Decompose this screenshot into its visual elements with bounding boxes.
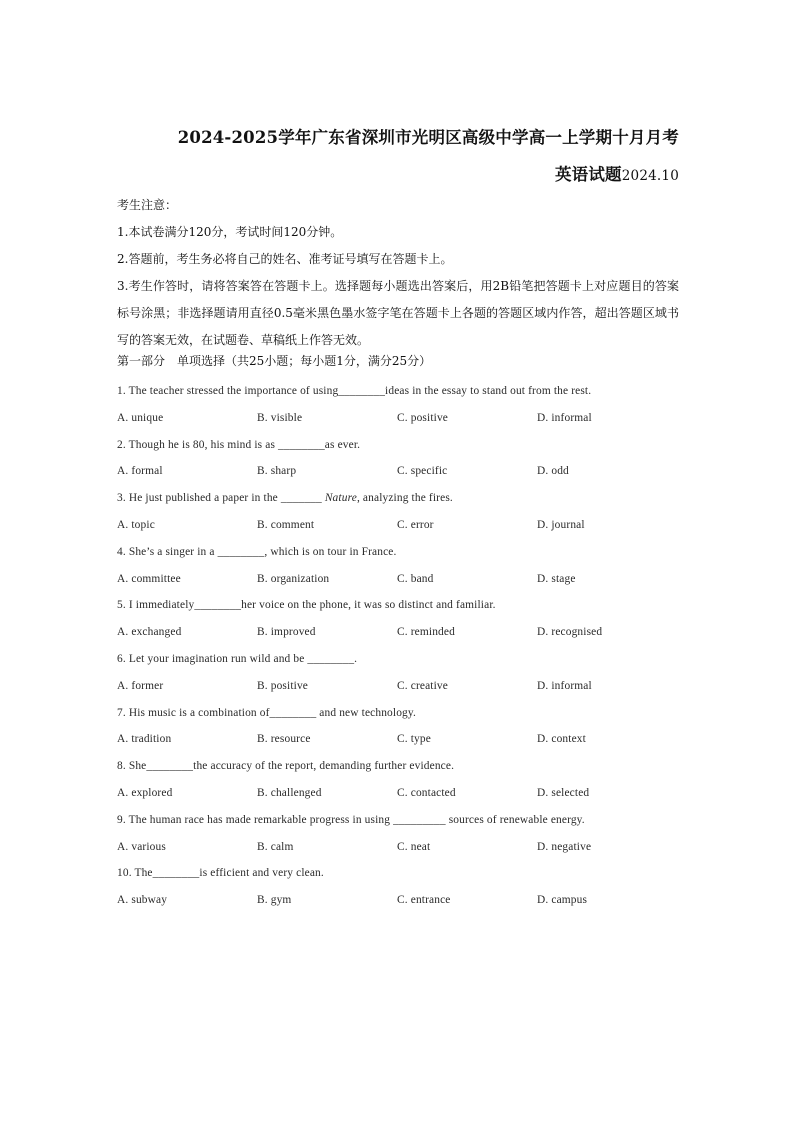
option-row — [117, 887, 679, 914]
option-a: A. topic — [117, 518, 155, 531]
question-item — [117, 646, 679, 700]
option-a: A. subway — [117, 894, 168, 907]
question-item — [117, 700, 679, 754]
option-c: C. type — [397, 733, 431, 746]
option-b: B. gym — [257, 894, 292, 907]
option-a: A. unique — [117, 411, 164, 424]
option-c: C. band — [397, 572, 434, 585]
option-row — [117, 726, 679, 753]
option-c: C. contacted — [397, 786, 456, 799]
option-b: B. challenged — [257, 786, 322, 799]
option-b: B. positive — [257, 679, 309, 692]
option-d: D. odd — [537, 465, 569, 478]
question-stem: 10. The________is efficient and very clean. — [117, 867, 324, 880]
option-b: B. comment — [257, 518, 315, 531]
question-stem — [117, 485, 679, 512]
question-item — [117, 753, 679, 807]
option-c: C. error — [397, 518, 434, 531]
option-d: D. context — [537, 733, 586, 746]
option-row — [117, 566, 679, 593]
option-a: A. committee — [117, 572, 181, 585]
option-b: B. calm — [257, 840, 294, 853]
question-stem: 9. The human race has made remarkable progress in using _________ sources of renewable energy. — [117, 813, 585, 826]
notice-item: 1.本试卷满分120分，考试时间120分钟。 — [117, 225, 343, 239]
option-b: B. resource — [257, 733, 311, 746]
option-b: B. organization — [257, 572, 330, 585]
option-row — [117, 673, 679, 700]
option-d: D. selected — [537, 786, 590, 799]
option-d: D. recognised — [537, 626, 603, 639]
option-b: B. visible — [257, 411, 303, 424]
option-row — [117, 619, 679, 646]
option-d: D. informal — [537, 411, 592, 424]
question-item — [117, 485, 679, 539]
notice-heading: 考生注意： — [117, 198, 178, 212]
exam-subtitle — [555, 161, 679, 185]
option-a: A. various — [117, 840, 166, 853]
section-title: 第一部分 单项选择（共25小题；每小题1分，满分25分） — [117, 354, 432, 368]
question-stem: 2. Though he is 80, his mind is as ________as ever. — [117, 438, 361, 451]
question-list — [117, 378, 679, 914]
option-b: B. improved — [257, 626, 316, 639]
option-d: D. campus — [537, 894, 588, 907]
question-stem: 6. Let your imagination run wild and be ________. — [117, 652, 358, 665]
option-c: C. neat — [397, 840, 431, 853]
option-row — [117, 780, 679, 807]
exam-title: 2024-2025学年广东省深圳市光明区高级中学高一上学期十月月考 — [177, 128, 679, 147]
question-item — [117, 432, 679, 486]
question-item — [117, 539, 679, 593]
option-d: D. negative — [537, 840, 592, 853]
question-item — [117, 378, 679, 432]
journal-name: Nature — [324, 492, 357, 505]
notice-item: 3.考生作答时，请将答案答在答题卡上。选择题每小题选出答案后，用2B铅笔把答题卡上对应题目的答案标号涂黑；非选择题请用直径0.5毫米黑色墨水签字笔在答题卡上各题的答题区域内作答，超出答题区域书写的答案无效，在试题卷、草稿纸上作答无效。 — [117, 279, 679, 347]
option-d: D. journal — [537, 518, 585, 531]
option-row — [117, 458, 679, 485]
question-item — [117, 807, 679, 861]
option-a: A. tradition — [117, 733, 172, 746]
option-d: D. stage — [537, 572, 576, 585]
option-a: A. exchanged — [117, 626, 182, 639]
option-row — [117, 834, 679, 861]
option-a: A. former — [117, 679, 164, 692]
notice-item: 2.答题前，考生务必将自己的姓名、准考证号填写在答题卡上。 — [117, 252, 453, 266]
question-item — [117, 860, 679, 914]
question-stem: 5. I immediately________her voice on the phone, it was so distinct and familiar. — [117, 599, 496, 612]
option-c: C. entrance — [397, 894, 451, 907]
option-row — [117, 512, 679, 539]
option-c: C. specific — [397, 465, 448, 478]
notice-block — [117, 192, 679, 354]
exam-date: 2024.10 — [621, 168, 679, 184]
option-c: C. creative — [397, 679, 448, 692]
question-stem: 8. She________the accuracy of the report, demanding further evidence. — [117, 760, 455, 773]
option-d: D. informal — [537, 679, 592, 692]
option-a: A. formal — [117, 465, 163, 478]
stem-part: , analyzing the fires. — [356, 492, 453, 505]
option-c: C. positive — [397, 411, 449, 424]
option-b: B. sharp — [257, 465, 297, 478]
question-stem: 4. She’s a singer in a ________, which is on tour in France. — [117, 545, 397, 558]
stem-part: 3. He just published a paper in the _______ — [117, 492, 325, 505]
option-row — [117, 405, 679, 432]
question-item — [117, 592, 679, 646]
option-c: C. reminded — [397, 626, 455, 639]
option-a: A. explored — [117, 786, 173, 799]
subject-label: 英语试题 — [554, 165, 622, 184]
question-stem: 1. The teacher stressed the importance of using________ideas in the essay to stand out from the rest. — [117, 385, 592, 397]
question-stem: 7. His music is a combination of________ and new technology. — [117, 706, 416, 719]
